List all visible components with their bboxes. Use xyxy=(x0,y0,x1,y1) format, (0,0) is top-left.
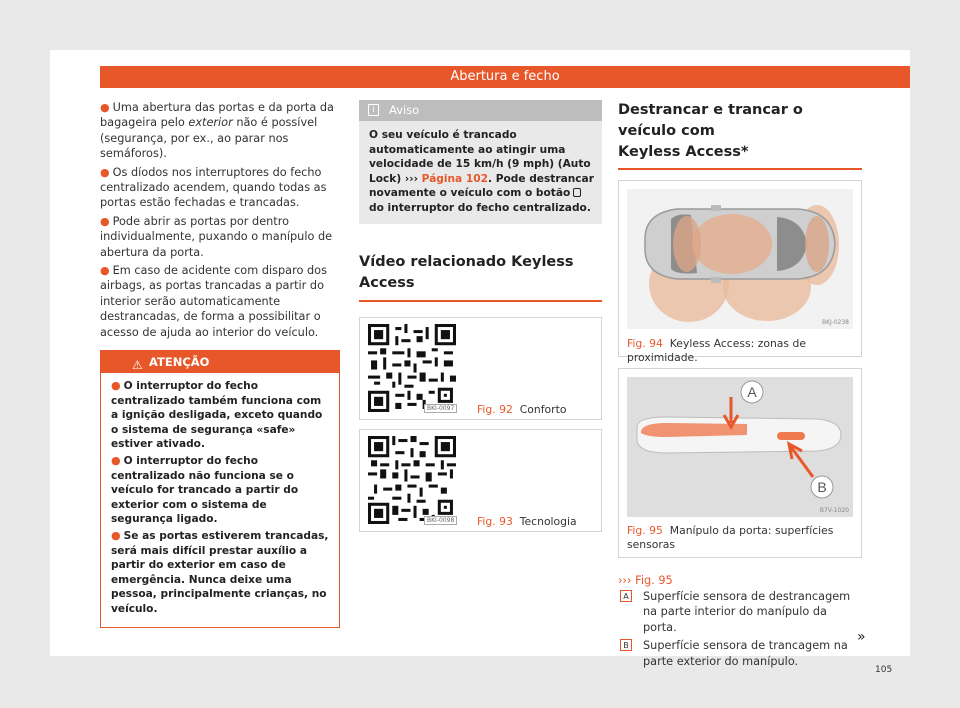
image-code: BKJ-0238 xyxy=(821,319,849,326)
section-title-line: Destrancar e trancar o veículo com xyxy=(618,102,803,139)
column-left xyxy=(100,100,340,628)
figure-caption-text: Keyless Access: zonas de proximidade. xyxy=(627,337,806,364)
figure-number: Fig. 93 xyxy=(477,514,513,528)
qr-code-icon[interactable] xyxy=(368,324,456,412)
qr-label: BKI-0098 xyxy=(424,516,457,525)
figure-number: Fig. 92 xyxy=(477,402,513,416)
note-header xyxy=(359,100,602,121)
bullet-paragraph-1 xyxy=(100,100,340,162)
section-title-line: Keyless Access* xyxy=(618,144,749,160)
section-title: Vídeo relacionado Keyless Access xyxy=(359,253,574,291)
note-body xyxy=(359,121,602,224)
label-b: B xyxy=(817,479,827,495)
figure-92-card[interactable] xyxy=(359,317,602,420)
image-code: B7V-1020 xyxy=(819,507,849,514)
bullet-icon: ● xyxy=(111,379,121,393)
text: Se as portas estiverem trancadas, será mais difícil prestar auxílio a partir do exterior em caso de emergência. Nunca deixe uma pessoa, principalmente crianças, no veículo. xyxy=(111,530,329,615)
figure-caption xyxy=(477,403,566,417)
keyless-section-heading xyxy=(618,100,862,170)
legend-key: A xyxy=(620,590,632,602)
video-section-heading xyxy=(359,252,602,302)
arrows: ››› xyxy=(618,574,632,587)
figure-legend xyxy=(618,574,862,669)
note-box xyxy=(359,100,602,224)
figure-93-card[interactable] xyxy=(359,429,602,532)
legend-key: B xyxy=(620,639,632,651)
figure-caption xyxy=(627,524,853,552)
bullet-icon: ● xyxy=(100,214,110,228)
legend-item-b xyxy=(618,638,862,669)
text: Os díodos nos interruptores do fecho centralizado acendem, quando todas as portas estão fechadas e trancadas. xyxy=(100,165,327,210)
legend-text: Superfície sensora de trancagem na parte exterior do manípulo. xyxy=(643,639,848,668)
door-handle-illustration xyxy=(627,377,853,517)
text: Uma abertura das portas e da porta da bagageira pelo xyxy=(100,101,334,130)
figure-reference: Fig. 95 xyxy=(635,574,673,587)
note-title: Aviso xyxy=(389,103,420,117)
bullet-icon: ● xyxy=(111,529,121,543)
figure-caption xyxy=(627,337,861,365)
bullet-paragraph-3 xyxy=(100,214,340,260)
figure-number: Fig. 95 xyxy=(627,524,663,537)
warning-box xyxy=(100,350,340,628)
page xyxy=(50,50,910,675)
bullet-icon: ● xyxy=(100,165,110,179)
text: Em caso de acidente com disparo dos airbags, as portas trancadas a partir do interior serão automaticamente destrancadas, de forma a possibilitar o acesso de ajuda ao interior do veículo. xyxy=(100,264,327,339)
legend-text: Superfície sensora de destrancagem na parte interior do manípulo da porta. xyxy=(643,590,851,634)
car-top-view-illustration xyxy=(627,189,853,329)
bullet-paragraph-2 xyxy=(100,165,340,211)
figure-caption-text: Tecnologia xyxy=(519,514,577,528)
figure-caption-text: Conforto xyxy=(519,402,567,416)
figure-number: Fig. 94 xyxy=(627,337,663,350)
figure-95-card xyxy=(618,368,862,558)
column-right xyxy=(618,100,862,672)
bullet-icon: ● xyxy=(100,264,110,278)
car-proximity-image xyxy=(627,189,853,329)
qr-code-icon[interactable] xyxy=(368,436,456,524)
bullet-paragraph-4 xyxy=(100,263,340,340)
text: Pode abrir as portas por dentro individualmente, puxando o manípulo de abertura da porta. xyxy=(100,214,333,259)
warning-item xyxy=(111,529,329,617)
text: do interruptor do fecho centralizado. xyxy=(369,201,591,214)
warning-triangle-icon: ⚠ xyxy=(132,358,143,373)
column-middle xyxy=(359,100,602,532)
text-emphasis: exterior xyxy=(188,116,233,130)
warning-header xyxy=(101,351,339,373)
warning-body xyxy=(101,373,339,627)
text: . Pode destrancar novamente o veículo com o botão xyxy=(369,172,594,200)
warning-item xyxy=(111,379,329,452)
figure-94-card xyxy=(618,180,862,364)
continued-arrow: » xyxy=(857,629,866,645)
label-a: A xyxy=(747,384,757,400)
figure-caption xyxy=(477,515,577,529)
warning-item xyxy=(111,454,329,527)
bullet-icon: ● xyxy=(111,454,121,468)
page-header: Abertura e fecho xyxy=(100,66,910,88)
warning-title: ATENÇÃO xyxy=(149,355,210,370)
page-number: 105 xyxy=(875,665,893,675)
page-link[interactable]: Página 102 xyxy=(421,172,489,185)
text: O interruptor do fecho centralizado não funciona se o veículo for trancado a partir do exterior com o sistema de segurança ligado. xyxy=(111,455,299,526)
figure-caption-text: Manípulo da porta: superfícies sensoras xyxy=(627,524,834,551)
lock-icon xyxy=(573,188,581,197)
qr-label: BKI-0097 xyxy=(424,404,457,413)
info-icon: i xyxy=(368,104,379,116)
text: não é possível (segurança, por ex., ao parar nos semáforos). xyxy=(100,116,318,161)
legend-item-a xyxy=(618,589,862,635)
door-handle-image xyxy=(627,377,853,517)
bullet-icon: ● xyxy=(100,101,110,114)
text: O interruptor do fecho centralizado também funciona com a ignição desligada, exceto quando o sistema de segurança «safe» estiver ativado. xyxy=(111,380,323,451)
text: O seu veículo é trancado automaticamente ao atingir uma velocidade de 15 km/h (9 mph) (Auto Lock) ››› xyxy=(369,129,591,185)
figure-reference-link[interactable] xyxy=(618,574,862,587)
